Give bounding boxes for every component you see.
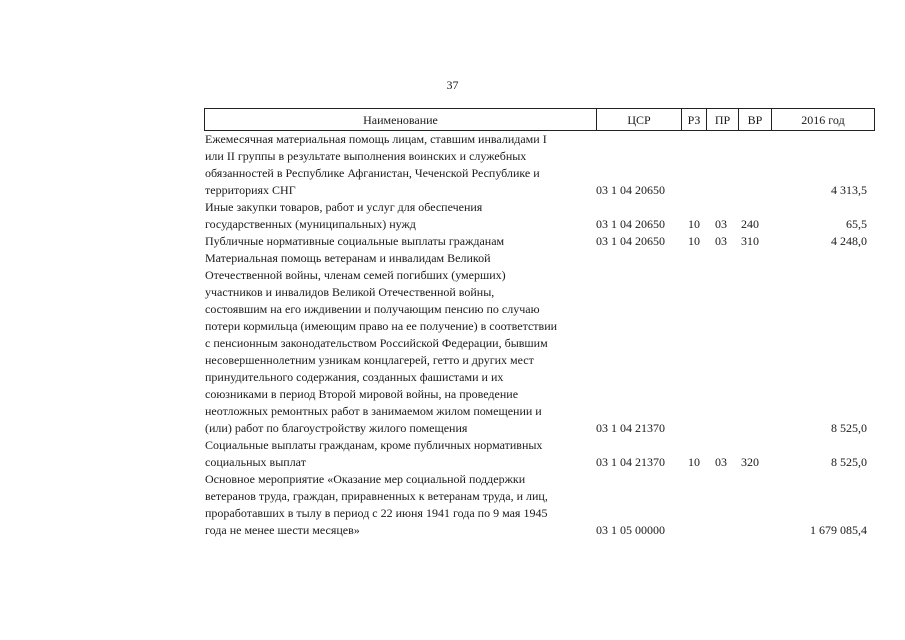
row-pr: 03 [715,234,727,248]
header-vr: ВР [738,109,771,130]
header-pr: ПР [706,109,738,130]
row-csr: 03 1 04 20650 [596,217,665,231]
budget-table [204,108,875,539]
row-name: Материальная помощь ветеранам и инвалидам Великой Отечественной войны, членам семей погибших (умерших) участников и инвалидов Великой Отечественной войны, состоявшим на его иждивении и получающим пенсию по случаю потери кормильца (имеющим право на ее получение) в соответствии с пенсионным законодательством Российской Федерации, бывшим несовершеннолетним узникам концлагерей, гетто и других мест принудительного содержания, созданных фашистами и их союзниками в период Второй мировой войны, на проведение неотложных ремонтных работ в занимаемом жилом помещении и (или) работ по благоустройству жилого помещения [205,251,558,435]
row-amount: 1 679 085,4 [810,523,867,537]
table-row [204,250,875,437]
table-header [204,108,875,131]
row-pr: 03 [715,455,727,469]
row-rz: 10 [688,455,700,469]
header-name: Наименование [363,113,438,127]
header-csr: ЦСР [596,109,681,130]
row-name: Публичные нормативные социальные выплаты гражданам [205,234,505,248]
row-amount: 4 248,0 [831,234,867,248]
row-vr: 320 [741,455,759,469]
row-amount: 65,5 [846,217,867,231]
row-pr: 03 [715,217,727,231]
row-csr: 03 1 04 20650 [596,234,665,248]
row-vr: 310 [741,234,759,248]
row-amount: 8 525,0 [831,455,867,469]
header-year: 2016 год [771,109,874,130]
table-row [204,471,875,539]
row-rz: 10 [688,217,700,231]
table-row [204,437,875,471]
table-body [204,131,875,539]
table-row [204,233,875,250]
row-name: Иные закупки товаров, работ и услуг для обеспечения государственных (муниципальных) нужд [205,200,483,231]
row-csr: 03 1 04 21370 [596,421,665,435]
row-csr: 03 1 04 21370 [596,455,665,469]
page-number: 37 [446,78,459,92]
row-name: Ежемесячная материальная помощь лицам, ставшим инвалидами I или II группы в результате выполнения воинских и служебных обязанностей в Республике Афганистан, Чеченской Республике и территориях СНГ [205,132,547,197]
row-rz: 10 [688,234,700,248]
row-vr: 240 [741,217,759,231]
row-csr: 03 1 04 20650 [596,183,665,197]
header-rz: РЗ [681,109,706,130]
row-name: Социальные выплаты гражданам, кроме публичных нормативных социальных выплат [205,438,543,469]
row-csr: 03 1 05 00000 [596,523,665,537]
table-row [204,199,875,233]
row-amount: 8 525,0 [831,421,867,435]
row-name: Основное мероприятие «Оказание мер социальной поддержки ветеранов труда, граждан, приравненных к ветеранам труда, и лиц, проработавших в тылу в период с 22 июня 1941 года по 9 мая 1945 года не менее шести месяцев» [205,472,548,537]
table-row [204,131,875,199]
row-amount: 4 313,5 [831,183,867,197]
